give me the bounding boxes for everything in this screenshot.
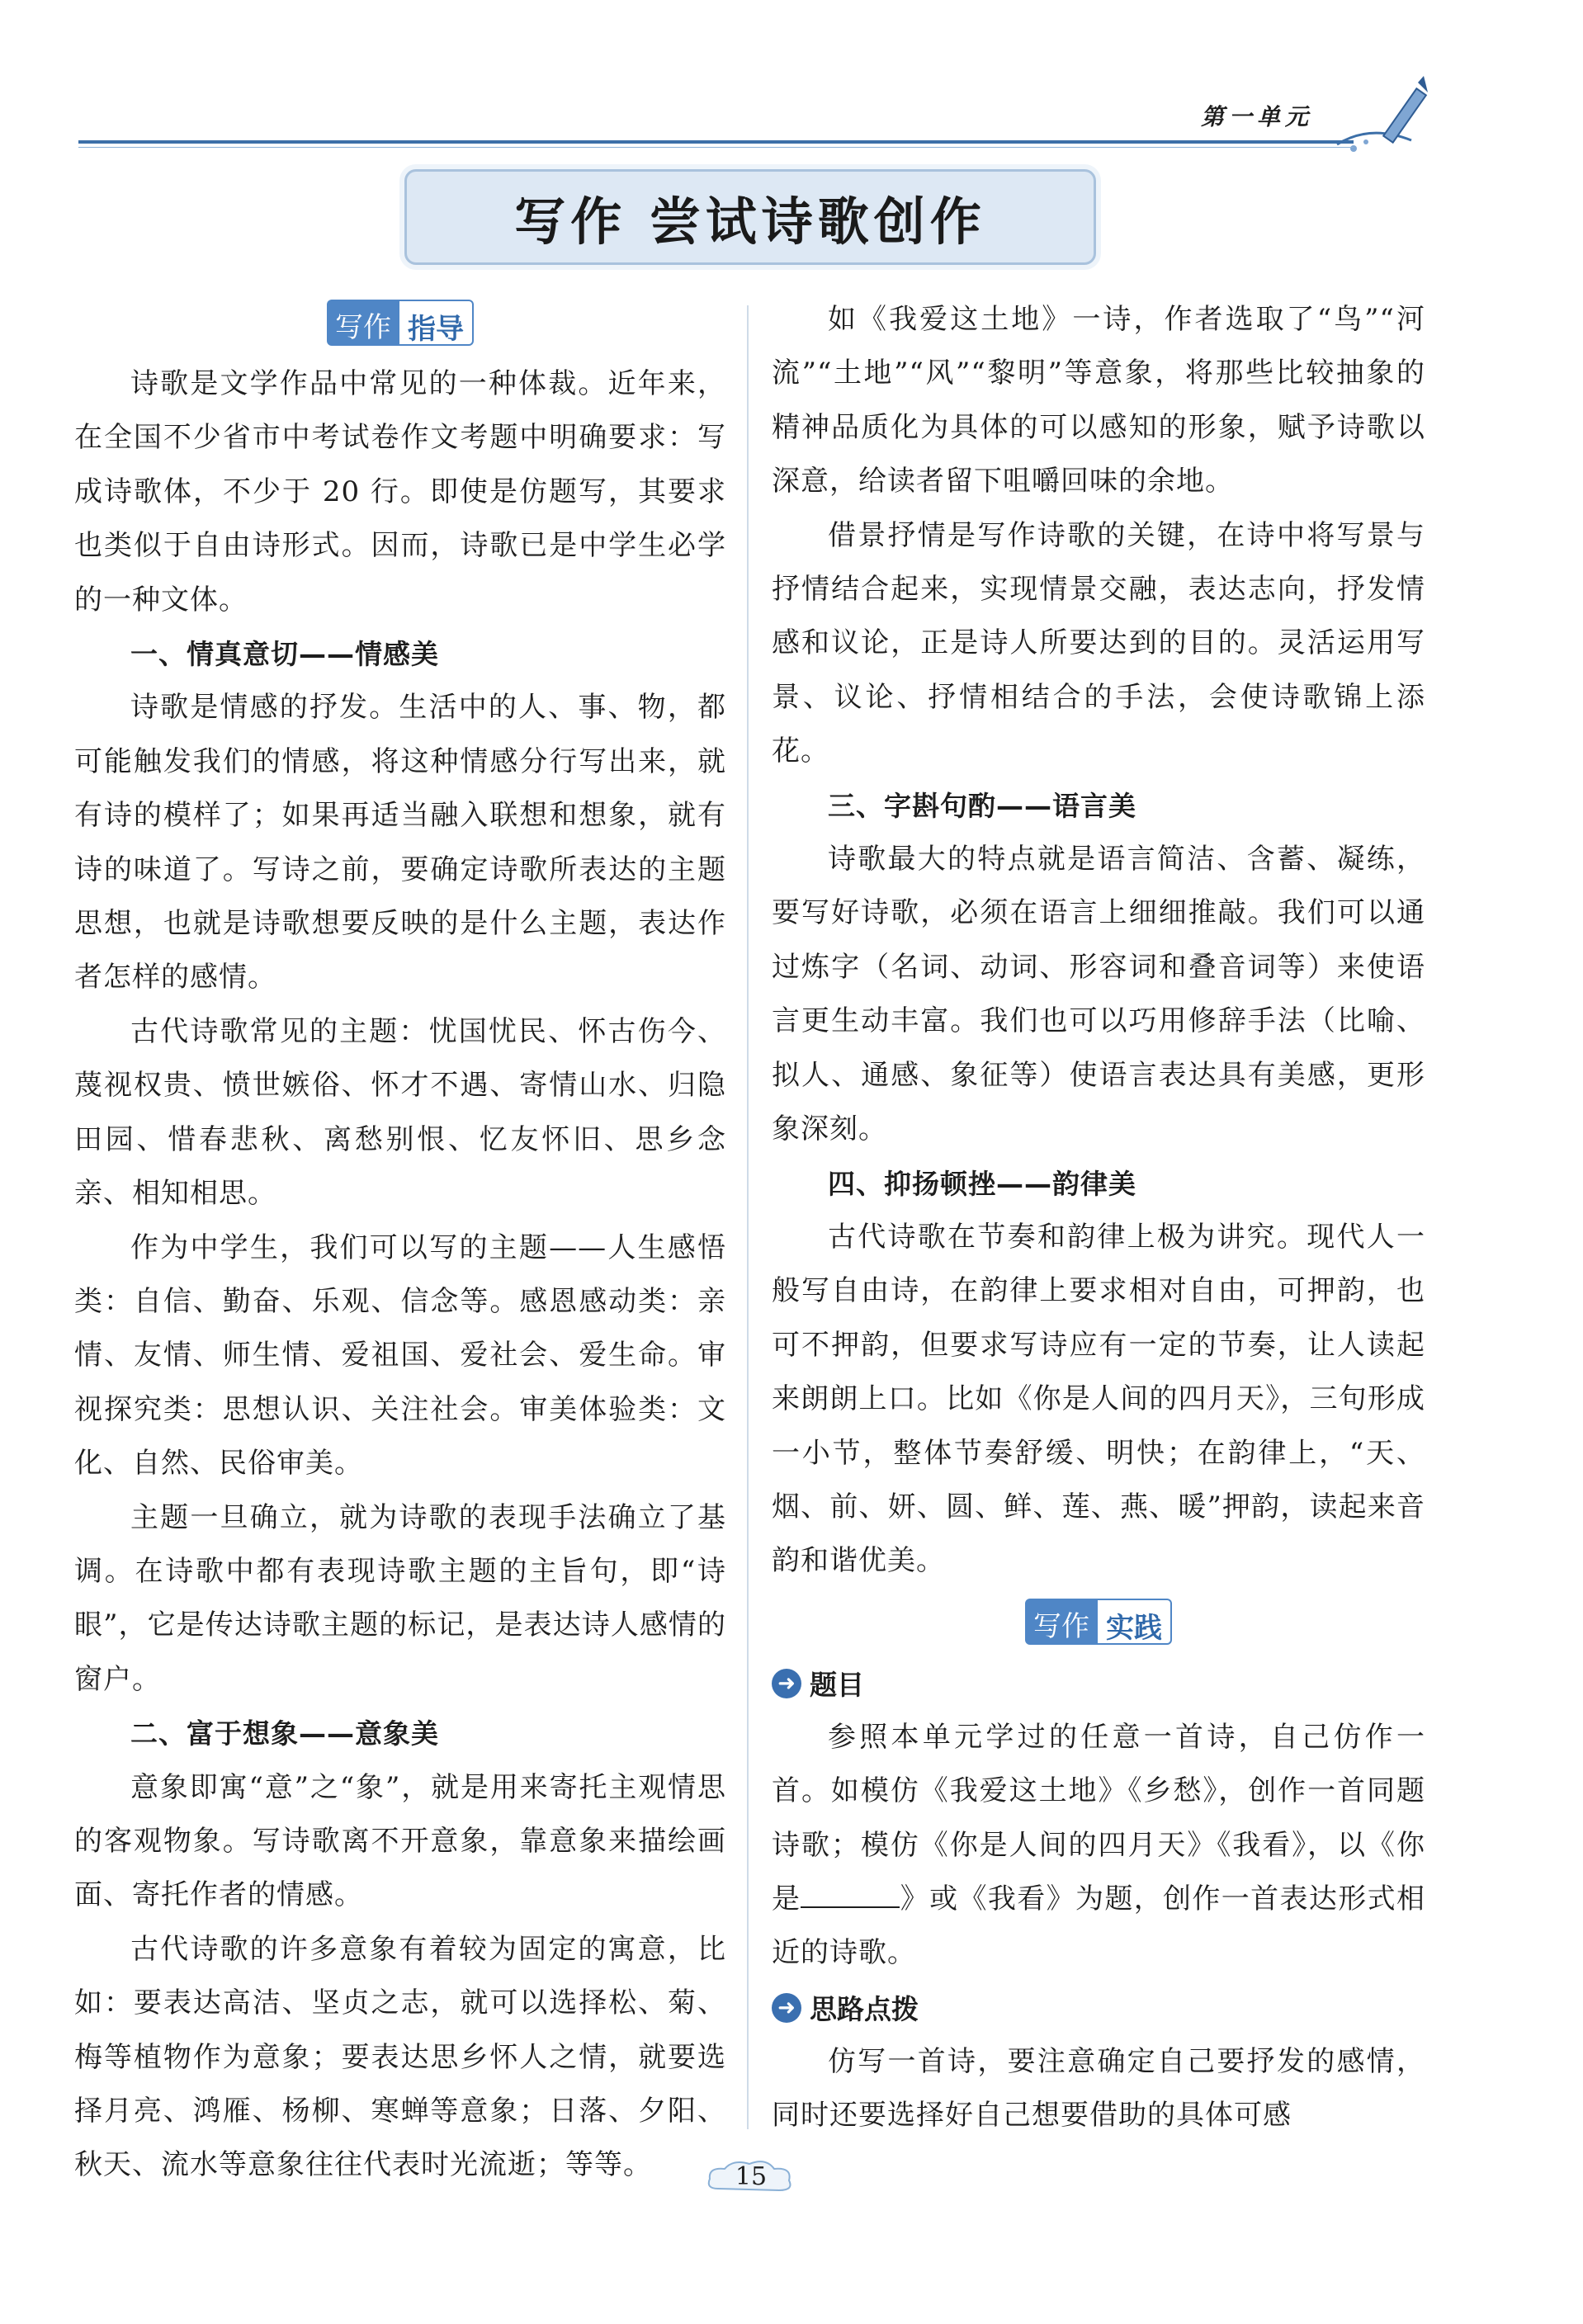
practice-badge-b: 实践 (1098, 1599, 1172, 1645)
paragraph: 古代诗歌常见的主题：忧国忧民、怀古伤今、蔑视权贵、愤世嫉俗、怀才不遇、寄情山水、归隐田园、惜春悲秋、离愁别恨、忆友怀旧、思乡念亲、相知相思。 (74, 1014, 726, 1211)
paragraph: 古代诗歌的许多意象有着较为固定的寓意，比如：要表达高洁、坚贞之志，就可以选择松、菊、梅等植物作为意象；要表达思乡怀人之情，就要选择月亮、鸿雁、杨柳、寒蝉等意象；日落、夕阳、秋天、流水等意象往往代表时光流逝；等等。 (74, 1932, 726, 2182)
section-heading: 二、富于想象——意象美 (130, 1717, 439, 1750)
fill-in-blank (801, 1882, 900, 1908)
paragraph: 如《我爱这土地》一诗，作者选取了“鸟”“河流”“土地”“风”“黎明”等意象，将那些比较抽象的精神品质化为具体的可以感知的形象，赋予诗歌以深意，给读者留下咀嚼回味的余地。 (772, 303, 1425, 498)
page-number: 15 (735, 2161, 768, 2191)
topic-heading (772, 1656, 1425, 1711)
paragraph: 诗歌是文学作品中常见的一种体裁。近年来，在全国不少省市中考试卷作文考题中明确要求：写成诗歌体，不少于 20 行。即使是仿题写，其要求也类似于自由诗形式。因而，诗歌已是中学生必学的一种文体。 (74, 367, 726, 616)
section-heading: 一、情真意切——情感美 (130, 638, 439, 671)
practice-badge-a: 写作 (1025, 1599, 1098, 1645)
section-heading: 四、抑扬顿挫——韵律美 (828, 1167, 1136, 1200)
topic-text-b: 》或《我看》为题，创作一首表达形式相近的诗歌。 (772, 1882, 1426, 1970)
page-number-badge (702, 2156, 801, 2197)
guide-badge (74, 300, 726, 346)
page-title: 写作 尝试诗歌创作 (514, 191, 986, 252)
hint-heading (772, 1981, 1425, 2035)
title-banner (404, 169, 1096, 265)
pen-book-icon (1321, 66, 1444, 165)
practice-badge (772, 1599, 1425, 1645)
paragraph: 诗歌最大的特点就是语言简洁、含蓄、凝练，要写好诗歌，必须在语言上细细推敲。我们可以通过炼字（名词、动词、形容词和叠音词等）来使语言更生动丰富。我们也可以巧用修辞手法（比喻、拟人、通感、象征等）使语言表达具有美感，更形象深刻。 (772, 843, 1425, 1146)
left-column (74, 293, 726, 2193)
paragraph: 主题一旦确立，就为诗歌的表现手法确立了基调。在诗歌中都有表现诗歌主题的主旨句，即“诗眼”，它是传达诗歌主题的标记，是表达诗人感情的窗户。 (74, 1500, 726, 1696)
topic-text-a: 参照本单元学过的任意一首诗，自己仿作一首。如模仿《我爱这土地》《乡愁》，创作一首同题诗歌；模仿《你是人间的四月天》《我看》，以《你是 (772, 1720, 1425, 1915)
arrow-right-icon: ➜ (772, 1993, 801, 2023)
header-rule-thin (78, 147, 1354, 148)
paragraph: 仿写一首诗，要注意确定自己要抒发的感情，同时还要选择好自己想要借助的具体可感 (772, 2044, 1425, 2133)
paragraph: 古代诗歌在节奏和韵律上极为讲究。现代人一般写自由诗，在韵律上要求相对自由，可押韵，也可不押韵，但要求写诗应有一定的节奏，让人读起来朗朗上口。比如《你是人间的四月天》，三句形成一小节，整体节奏舒缓、明快；在韵律上，“天、烟、前、妍、圆、鲜、莲、燕、暖”押韵，读起来音韵和谐优美。 (772, 1220, 1425, 1578)
hint-label: 思路点拨 (810, 1993, 919, 2026)
paragraph: 作为中学生，我们可以写的主题——人生感悟类：自信、勤奋、乐观、信念等。感恩感动类：亲情、友情、师生情、爱祖国、爱社会、爱生命。审视探究类：思想认识、关注社会。审美体验类：文化、自然、民俗审美。 (74, 1230, 726, 1481)
paragraph: 借景抒情是写作诗歌的关键，在诗中将写景与抒情结合起来，实现情景交融，表达志向，抒发情感和议论，正是诗人所要达到的目的。灵活运用写景、议论、抒情相结合的手法，会使诗歌锦上添花。 (772, 518, 1425, 768)
paragraph: 意象即寓“意”之“象”，就是用来寄托主观情思的客观物象。写诗歌离不开意象，靠意象来描绘画面、寄托作者的情感。 (74, 1770, 726, 1912)
topic-label: 题目 (810, 1669, 864, 1702)
section-heading: 三、字斟句酌——语言美 (828, 789, 1136, 822)
guide-badge-a: 写作 (327, 300, 399, 346)
paragraph: 诗歌是情感的抒发。生活中的人、事、物，都可能触发我们的情感，将这种情感分行写出来，就有诗的模样了；如果再适当融入联想和想象，就有诗的味道了。写诗之前，要确定诗歌所表达的主题思想，也就是诗歌想要反映的是什么主题，表达作者怎样的感情。 (74, 691, 726, 994)
column-divider (747, 305, 749, 2129)
right-column (772, 293, 1425, 2143)
arrow-right-icon: ➜ (772, 1669, 801, 1698)
unit-label: 第一单元 (1201, 103, 1314, 130)
guide-badge-b: 指导 (399, 300, 474, 346)
header-rule (78, 140, 1354, 144)
topic-paragraph (772, 1711, 1425, 1981)
